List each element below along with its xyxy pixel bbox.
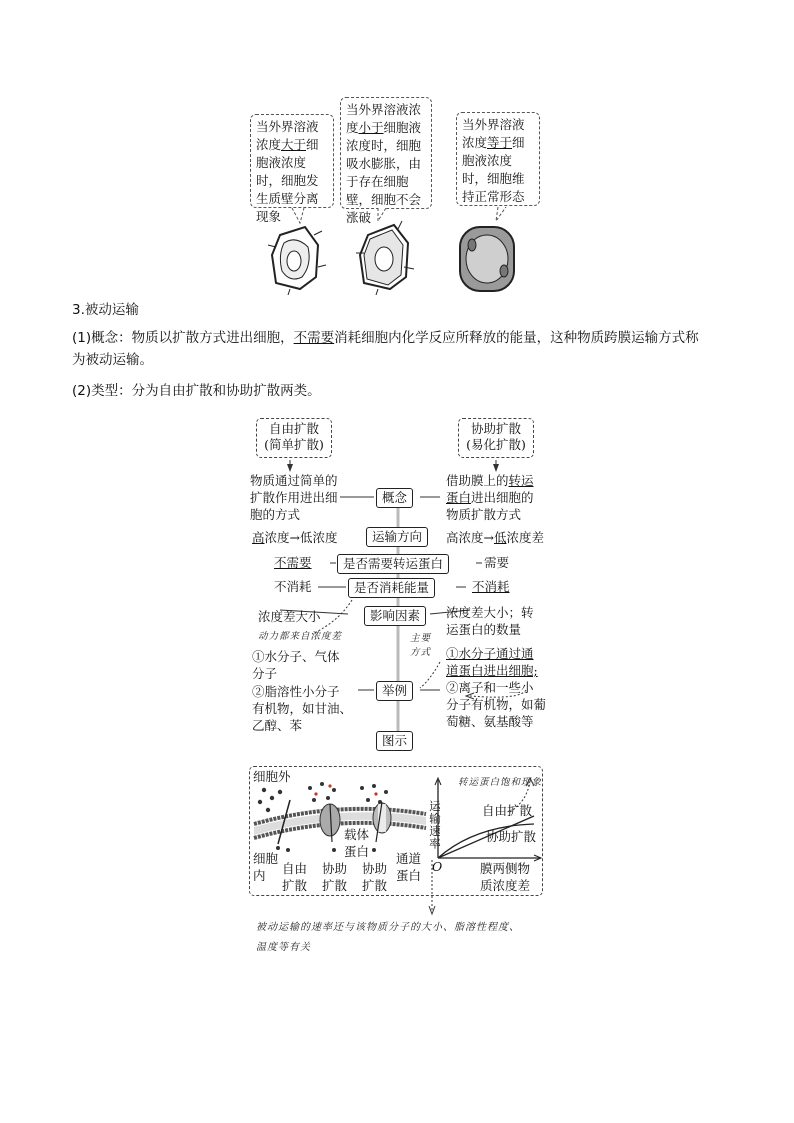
key-word: 小于 xyxy=(358,120,384,135)
node-factor: 影响因素 xyxy=(364,606,426,626)
node-concept: 概念 xyxy=(376,488,413,508)
callout-hypertonic: 当外界溶液浓度大于细胞液浓度时，细胞发生质壁分离现象 xyxy=(250,114,334,208)
right-example-2: ②离子和一些小 分子有机物，如葡 萄糖、氨基酸等 xyxy=(446,680,547,729)
key-word: 等于 xyxy=(487,135,513,150)
label-outside: 细胞外 xyxy=(253,769,291,784)
label-channel: 通道 蛋白 xyxy=(396,851,422,883)
node-protein: 是否需要转运蛋白 xyxy=(337,554,449,574)
left-example-1: ①水分子、气体 分子 xyxy=(252,649,340,681)
section-heading: 3.被动运输 xyxy=(72,302,139,318)
right-example-1: ①水分子通过通 道蛋白进出细胞; xyxy=(446,646,538,678)
label-assist-2: 协助 扩散 xyxy=(362,861,388,893)
label-free-diffusion: 自由 扩散 xyxy=(282,861,308,893)
node-example: 举例 xyxy=(376,681,413,701)
facilitated-diffusion-head: 协助扩散 (易化扩散) xyxy=(458,418,534,458)
curve-free-label: 自由扩散 xyxy=(482,803,533,818)
left-concept: 物质通过简单的 扩散作用进出细 胞的方式 xyxy=(250,473,338,522)
label-assist-1: 协助 扩散 xyxy=(322,861,348,893)
left-direction: 高浓度→低浓度 xyxy=(252,530,338,545)
callout-isotonic: 当外界溶液浓度等于细胞液浓度时，细胞维持正常形态 xyxy=(456,112,540,206)
key-word: 大于 xyxy=(281,137,307,152)
label-carrier: 载体 蛋白 xyxy=(344,827,370,859)
free-diffusion-head: 自由扩散 (简单扩散) xyxy=(256,418,332,458)
curve-assist-label: 协助扩散 xyxy=(486,829,537,844)
right-concept: 借助膜上的转运 蛋白进出细胞的 物质扩散方式 xyxy=(446,473,534,522)
left-example-2: ②脂溶性小分子 有机物，如甘油、 乙醇、苯 xyxy=(252,684,353,733)
graph-origin: O xyxy=(432,859,443,874)
graph-y-axis-label: 运输速率 xyxy=(428,800,442,850)
graph-x-axis-label: 膜两侧物 质浓度差 xyxy=(480,861,531,893)
concept-paragraph: (1)概念：物质以扩散方式进出细胞，不需要消耗细胞内化学反应所释放的能量，这种物质跨膜运输方式称 为被动运输。 xyxy=(72,330,699,368)
right-factor: 浓度差大小；转 运蛋白的数量 xyxy=(446,605,534,637)
graph-saturation-note: 转运蛋白饱和现象 xyxy=(458,777,543,788)
right-main-note: 主要 方式 xyxy=(410,633,432,658)
callout-hypotonic: 当外界溶液浓度小于细胞液浓度时，细胞吸水膨胀，由于存在细胞壁，细胞不会涨破 xyxy=(340,97,432,209)
node-figure: 图示 xyxy=(376,731,413,751)
right-energy: 不消耗 xyxy=(472,579,510,594)
types-paragraph: (2)类型：分为自由扩散和协助扩散两类。 xyxy=(72,383,321,399)
right-direction: 高浓度→低浓度差 xyxy=(446,530,545,545)
label-inside: 细胞 内 xyxy=(253,851,279,883)
left-protein: 不需要 xyxy=(274,555,312,570)
bottom-note: 被动运输的速率还与该物质分子的大小、脂溶性程度、 温度等有关 xyxy=(256,922,520,953)
left-energy: 不消耗 xyxy=(274,579,312,594)
left-factor: 浓度差大小 xyxy=(258,609,321,624)
node-energy: 是否消耗能量 xyxy=(348,578,435,598)
left-factor-note: 动力都来自浓度差 xyxy=(258,631,343,642)
membrane-illustration xyxy=(250,780,430,860)
right-protein: 需要 xyxy=(484,555,510,570)
node-direction: 运输方向 xyxy=(366,527,428,547)
